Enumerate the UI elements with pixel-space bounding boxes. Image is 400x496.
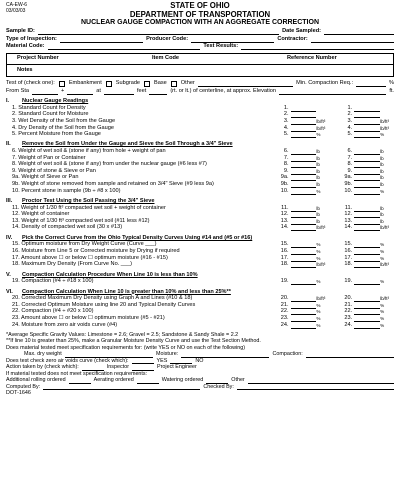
- line-number: 11.: [281, 204, 289, 211]
- checked-by-label: Checked By:: [203, 383, 234, 390]
- min-compaction-unit: %: [389, 80, 394, 87]
- engineer-label: Project Engineer: [157, 364, 197, 371]
- line-number: 19.: [280, 278, 289, 285]
- line-number-second: 16.: [344, 247, 353, 254]
- unit-label: lb/ft³: [316, 125, 326, 131]
- computed-by-label: Computed By:: [6, 383, 41, 390]
- producer-code-label: Producer Code:: [146, 35, 189, 42]
- unit-label: %: [316, 255, 321, 261]
- value-field[interactable]: [291, 322, 317, 329]
- line-description: 24. Moisture from zero air voids curve (#4): [12, 321, 118, 328]
- sample-id-label: Sample ID:: [6, 28, 35, 35]
- line-number: 7.: [283, 154, 289, 161]
- inspector-field[interactable]: [82, 364, 104, 371]
- from-sta-label: From Sta: [6, 87, 30, 94]
- producer-code-field[interactable]: [191, 36, 274, 43]
- other-order-label: Other: [231, 377, 245, 384]
- unit-label: %: [316, 248, 321, 254]
- from-sta-field[interactable]: [32, 88, 58, 95]
- value-field-second[interactable]: [354, 261, 380, 268]
- line-description: 16. Moisture from Line 5 or Corrected moisture by Drying if required: [12, 247, 180, 254]
- line-number: 5.: [283, 131, 289, 138]
- line-description: 21. Corrected Optimum Moisture using line 20 and Typical Density Curves: [12, 301, 196, 308]
- unit-label: %: [316, 322, 321, 328]
- granular-note: **If line 10 is greater than 25%, make a Granular Moisture Density Curve and use the Test Section Method.: [6, 338, 261, 345]
- line-number-second: 13.: [344, 217, 353, 224]
- unit-label-second: lb: [380, 182, 384, 188]
- unit-label-second: lb: [380, 168, 384, 174]
- yes-label: YES: [156, 357, 168, 364]
- line-number-second: 14.: [344, 224, 353, 231]
- line-number-second: 11.: [344, 204, 353, 211]
- station-row: [6, 87, 394, 94]
- form-date: 03/03/03: [6, 8, 26, 14]
- line-number: 15.: [280, 241, 289, 248]
- section-number: II.: [6, 141, 11, 148]
- line-number: 13.: [280, 217, 289, 224]
- line-number: 14.: [280, 224, 289, 231]
- unit-label: %: [316, 188, 321, 194]
- notes-row[interactable]: [7, 65, 393, 76]
- section-heading: Pick the Correct Curve from the Ohio Typical Density Curves Using #14 and (#5 or #16): [22, 234, 253, 241]
- value-field[interactable]: [291, 278, 317, 285]
- line-number: 8.: [283, 161, 289, 168]
- unit-label-second: %: [380, 188, 385, 194]
- sample-id-field[interactable]: [38, 28, 279, 35]
- line-number: 9.: [283, 167, 289, 174]
- aerating-label: Aerating ordered: [93, 377, 134, 384]
- material-code-label: Material Code:: [6, 42, 45, 49]
- form-line: [6, 279, 394, 286]
- type-of-inspection-label: Type of Inspection:: [6, 35, 57, 42]
- elevation-field[interactable]: [279, 88, 386, 95]
- unit-label-second: lb: [380, 205, 384, 211]
- line-number: 20.: [280, 295, 289, 302]
- inspector-label: Inspector: [106, 364, 129, 371]
- unit-label-second: %: [380, 242, 385, 248]
- max-dry-label: Max. dry weight: [24, 351, 62, 358]
- unit-label: %: [316, 242, 321, 248]
- feet-label: feet: [136, 87, 147, 94]
- ft-label: ft.: [389, 87, 394, 94]
- header-state: STATE OF OHIO: [170, 1, 230, 10]
- section-number: VI.: [6, 288, 13, 295]
- if-not-met-text: If material tested does not meet specification requirements:: [6, 370, 148, 377]
- line-number-second: 7.: [347, 154, 353, 161]
- value-field-second[interactable]: [354, 188, 380, 195]
- line-description: 13. Weight of 1/30 ft³ compacted wet soil (#11 less #12): [12, 217, 150, 224]
- line-number-second: 20.: [344, 295, 353, 302]
- watering-label: Watering ordered: [161, 377, 204, 384]
- line-number-second: 19.: [344, 278, 353, 285]
- unit-label: %: [316, 279, 321, 285]
- signature-row: [6, 384, 394, 391]
- project-number-label: Project Number: [17, 55, 59, 62]
- line-number: 6.: [283, 148, 289, 155]
- compaction-field[interactable]: [306, 351, 394, 358]
- line-number-second: 12.: [344, 211, 353, 218]
- project-header-row: [7, 54, 393, 65]
- line-number: 24.: [280, 321, 289, 328]
- test-results-field[interactable]: [241, 43, 394, 50]
- line-number: 1.: [283, 104, 289, 111]
- unit-label-second: %: [380, 132, 385, 138]
- project-box: [6, 53, 394, 77]
- form-line: [6, 262, 394, 269]
- sections-container: [6, 98, 394, 329]
- line-description: 2. Standard Count for Moisture: [12, 111, 89, 118]
- line-number: 16.: [280, 247, 289, 254]
- date-sampled-label: Date Sampled:: [282, 28, 321, 35]
- line-description: 15. Optimum moisture from Dry Weight Curve (Curve ___): [12, 241, 157, 248]
- unit-label-second: lb: [380, 162, 384, 168]
- material-code-field[interactable]: [48, 43, 201, 50]
- line-description: 1. Standard Count for Density: [12, 104, 86, 111]
- line-description: 8. Weight of wet soil & (stone if any) from under the nuclear gauge (#6 less #7): [12, 161, 207, 168]
- no-label: NO: [195, 357, 204, 364]
- unit-label-second: %: [380, 309, 385, 315]
- unit-label-second: lb: [380, 155, 384, 161]
- line-description: 18. Maximum Dry Density (From Curve No. ___): [12, 261, 132, 268]
- base-checkbox[interactable]: [144, 81, 150, 87]
- line-number: 9b.: [280, 181, 289, 188]
- line-number-second: 17.: [344, 254, 353, 261]
- line-description: 9b. Weight of stone removed from sample and retained on 3/4" Sieve (#9 less 9a): [12, 181, 214, 188]
- rt-lt-field[interactable]: [149, 88, 167, 95]
- form-line: [6, 132, 394, 139]
- line-number: 12.: [280, 211, 289, 218]
- section-number: I.: [6, 98, 10, 105]
- line-number-second: 5.: [347, 131, 353, 138]
- unit-label-second: %: [380, 302, 385, 308]
- unit-label-second: lb/ft³: [380, 262, 389, 268]
- form-line: [6, 188, 394, 195]
- line-number-second: 22.: [344, 308, 353, 315]
- line-number-second: 9b.: [344, 181, 353, 188]
- unit-label: lb: [316, 149, 320, 155]
- embankment-checkbox[interactable]: [59, 81, 65, 87]
- moisture-field[interactable]: [181, 351, 269, 358]
- other-field[interactable]: [198, 80, 293, 87]
- form-number: CA-EW-6: [6, 2, 28, 8]
- header-title: NUCLEAR GAUGE COMPACTION WITH AN AGGREGATE CORRECTION: [81, 19, 319, 27]
- section-number: V.: [6, 271, 11, 278]
- test-of-label: Test of (check one):: [6, 80, 55, 87]
- base-label: Base: [154, 80, 167, 87]
- value-field[interactable]: [291, 261, 317, 268]
- unit-label: lb: [316, 212, 320, 218]
- compaction-label: Compaction:: [272, 351, 303, 358]
- line-description: 22. Compaction (#4 ÷ #20 x 100): [12, 308, 94, 315]
- subgrade-label: Subgrade: [115, 80, 141, 87]
- unit-label: lb/ft³: [316, 262, 326, 268]
- moisture-label: Moisture:: [156, 351, 179, 358]
- line-description: 4. Dry Density of the Soil from the Gauge: [12, 124, 114, 131]
- test-results-label: Test Results:: [203, 42, 239, 49]
- unit-label: lb: [316, 218, 320, 224]
- line-description: 14. Density of compacted wet soil (30 x #13): [12, 224, 123, 231]
- unit-label-second: %: [380, 279, 385, 285]
- unit-label: lb: [316, 182, 320, 188]
- unit-label: %: [316, 309, 321, 315]
- line-description: 5. Percent Moisture from the Gauge: [12, 131, 101, 138]
- unit-label: lb: [316, 175, 320, 181]
- form-line: [6, 322, 394, 329]
- unit-label-second: %: [380, 315, 385, 321]
- unit-label: %: [316, 302, 321, 308]
- unit-label-second: lb/ft³: [380, 296, 389, 302]
- other-label: Other: [180, 80, 195, 87]
- footer: [6, 332, 394, 397]
- embankment-label: Embankment: [68, 80, 102, 87]
- unit-label-second: lb/ft³: [380, 125, 389, 131]
- unit-label-second: %: [380, 255, 385, 261]
- line-number: 9a.: [280, 174, 289, 181]
- value-field-second[interactable]: [354, 322, 380, 329]
- section-number: IV.: [6, 234, 13, 241]
- specific-gravity-note: *Average Specific Gravity Values: Limestone = 2.6; Gravel = 2.5; Sandstone & Sandy Shale = 2.2: [6, 331, 239, 338]
- section-heading: Remove the Soil from Under the Gauge and Sieve the Soil Through a 3/4" Sieve: [22, 141, 233, 148]
- notes-label: Notes: [17, 66, 33, 73]
- section-heading: Proctor Test Using the Soil Passing the 3/4" Sieve: [22, 198, 155, 205]
- watering-field[interactable]: [206, 377, 228, 384]
- unit-label: %: [316, 315, 321, 321]
- form-line: [6, 225, 394, 232]
- contractor-field[interactable]: [311, 36, 394, 43]
- unit-label-second: lb: [380, 212, 384, 218]
- line-number-second: 15.: [344, 241, 353, 248]
- unit-label: lb/ft³: [316, 225, 326, 231]
- line-number: 21.: [280, 301, 289, 308]
- at-field[interactable]: [104, 88, 134, 95]
- line-number-second: 8.: [347, 161, 353, 168]
- subgrade-checkbox[interactable]: [106, 81, 112, 87]
- test-of-row: [6, 80, 394, 87]
- type-of-inspection-field[interactable]: [60, 36, 143, 43]
- unit-label: lb: [316, 168, 320, 174]
- min-compaction-label: Min. Compaction Req.:: [296, 80, 354, 87]
- no-field[interactable]: [170, 357, 192, 364]
- line-number-second: 4.: [347, 124, 353, 131]
- header-department: DEPARTMENT OF TRANSPORTATION: [129, 9, 271, 19]
- unit-label: lb: [316, 162, 320, 168]
- unit-label-second: %: [380, 322, 385, 328]
- unit-label-second: lb/ft³: [380, 118, 389, 124]
- line-number: 17.: [280, 254, 289, 261]
- action-label: Action taken by (check which):: [6, 364, 79, 371]
- unit-label: lb: [316, 155, 320, 161]
- date-sampled-field[interactable]: [324, 28, 394, 35]
- line-number-second: 10.: [344, 187, 353, 194]
- value-field-second[interactable]: [354, 131, 380, 138]
- unit-label-second: lb/ft³: [380, 225, 389, 231]
- section-heading: Nuclear Gauge Readings: [22, 98, 89, 105]
- line-number-second: 23.: [344, 314, 353, 321]
- unit-label-second: %: [380, 248, 385, 254]
- line-number-second: 18.: [344, 261, 353, 268]
- line-description: 23. Amount above ☐ or below ☐ optimum moisture (#5 - #21): [12, 314, 165, 321]
- line-number-second: 2.: [347, 111, 353, 118]
- plus-label: +: [61, 87, 65, 94]
- value-field-second[interactable]: [354, 224, 380, 231]
- unit-label-second: lb: [380, 149, 384, 155]
- section-heading: Compaction Calculation When Line 10 is greater than 10% and less than 25%**: [22, 288, 231, 295]
- section-heading: Compaction Calculation Procedure When Line 10 is less than 10%: [22, 271, 198, 278]
- unit-label: lb: [316, 205, 320, 211]
- value-field[interactable]: [291, 224, 317, 231]
- line-number-second: 9.: [347, 167, 353, 174]
- unit-label: %: [316, 132, 321, 138]
- line-description: 10. Percent stone in sample (9b ÷ #8 x 100): [12, 187, 121, 194]
- line-number-second: 3.: [347, 117, 353, 124]
- item-code-label: Item Code: [152, 55, 180, 62]
- line-description: 3. Wet Density of the Soil from the Gauge: [12, 117, 116, 124]
- line-description: 19. Compaction (#4 ÷ #18 x 100): [12, 278, 94, 285]
- line-description: 20. Corrected Maximum Dry Density using Graph A and Lines (#10 & 18): [12, 295, 193, 302]
- value-field-second[interactable]: [354, 278, 380, 285]
- line-number-second: 6.: [347, 148, 353, 155]
- computed-by-field[interactable]: [43, 383, 200, 390]
- min-compaction-field[interactable]: [356, 80, 386, 87]
- line-number-second: 1.: [347, 104, 353, 111]
- inspection-row: [6, 35, 394, 42]
- section-number: III.: [6, 198, 13, 205]
- line-number: 10.: [280, 187, 289, 194]
- line-number: 23.: [280, 314, 289, 321]
- unit-label: lb/ft³: [316, 118, 326, 124]
- line-description: 17. Amount above ☐ or below ☐ optimum moisture (#16 - #15): [12, 254, 168, 261]
- engineer-field[interactable]: [132, 364, 154, 371]
- line-number-second: 9a.: [344, 174, 353, 181]
- line-number: 2.: [283, 111, 289, 118]
- line-description: 7. Weight of Pan or Container: [12, 154, 86, 161]
- other-checkbox[interactable]: [171, 81, 177, 87]
- line-description: 12. Weight of container: [12, 211, 70, 218]
- air-voids-label: Does test check zero air voids curve (check which):: [6, 357, 129, 364]
- line-number-second: 21.: [344, 301, 353, 308]
- line-number-second: 24.: [344, 321, 353, 328]
- line-number: 22.: [280, 308, 289, 315]
- meet-spec-text: Does material tested meet specification requirements for: (write YES or NO on each of the following): [6, 344, 245, 351]
- material-row: [6, 43, 394, 50]
- value-field[interactable]: [291, 188, 317, 195]
- plus-field[interactable]: [67, 88, 93, 95]
- unit-label: lb/ft³: [316, 296, 326, 302]
- value-field[interactable]: [291, 131, 317, 138]
- dot-form-number: DOT-1646: [6, 390, 31, 397]
- line-number: 18.: [280, 261, 289, 268]
- line-description: 9a. Weight of Sieve or Pan: [12, 174, 79, 181]
- contractor-label: Contractor:: [277, 35, 308, 42]
- form-corner: [6, 2, 27, 14]
- unit-label-second: lb: [380, 218, 384, 224]
- centerline-label: (rt. or lt.) of centerline, at approx. Elevation: [170, 87, 277, 94]
- line-description: 9. Weight of stone & Sieve or Pan: [12, 167, 96, 174]
- line-description: 11. Weight of 1/30 ft³ compacted wet soil + weight of container: [12, 204, 166, 211]
- unit-label-second: lb: [380, 175, 384, 181]
- line-description: 6. Weight of wet soil & (stone if any) from hole + weight of pan: [12, 148, 166, 155]
- checked-by-field[interactable]: [237, 383, 394, 390]
- reference-number-label: Reference Number: [287, 55, 337, 62]
- additional-label: Additional rolling ordered: [6, 377, 66, 384]
- sample-row: [6, 28, 394, 35]
- line-number: 4.: [283, 124, 289, 131]
- at-label: at: [96, 87, 101, 94]
- line-number: 3.: [283, 117, 289, 124]
